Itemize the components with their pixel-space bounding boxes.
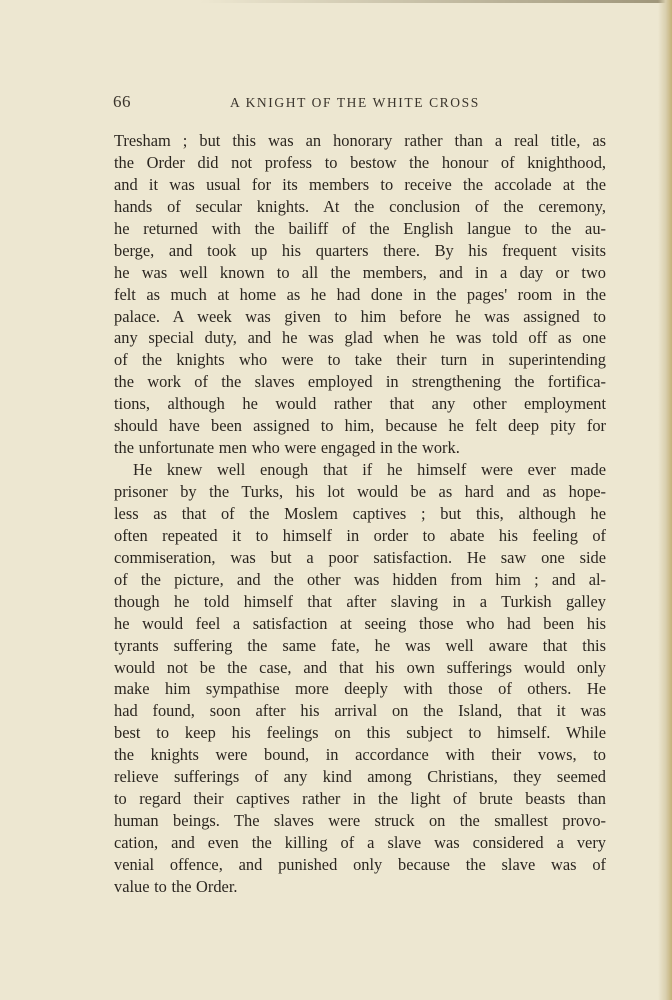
text-line: cation, and even the killing of a slave was considered a very bbox=[114, 833, 606, 852]
text-line: and it was usual for its members to receive the accolade at the bbox=[114, 174, 606, 194]
text-line: Tresham ; but this was an honorary rather than a real title, as bbox=[114, 131, 606, 150]
text-line: any special duty, and he was glad when he was told off as one bbox=[114, 328, 606, 348]
text-line: should have been assigned to him, because he felt deep pity for bbox=[114, 416, 606, 436]
text-line: had found, soon after his arrival on the Island, that it was bbox=[114, 701, 606, 721]
text-line: palace. A week was given to him before he was assigned to bbox=[114, 306, 606, 326]
text-line: of the knights who were to take their turn in superintending bbox=[114, 350, 606, 370]
text-line: the unfortunate men who were engaged in the work. bbox=[114, 438, 460, 458]
paragraph-first-line: He knew well enough that if he himself were ever made bbox=[133, 460, 606, 480]
text-line: he would feel a satisfaction at seeing those who had been his bbox=[114, 613, 606, 633]
text-line: the Order did not profess to bestow the honour of knighthood, bbox=[114, 152, 606, 172]
page-edge-shadow bbox=[658, 0, 672, 1000]
text-line: value to the Order. bbox=[114, 876, 238, 896]
page-number: 66 bbox=[113, 92, 131, 111]
text-line: felt as much at home as he had done in the pages' room in the bbox=[114, 284, 606, 304]
text-line: hands of secular knights. At the conclusion of the ceremony, bbox=[114, 196, 606, 216]
text-line: the work of the slaves employed in strengthening the fortifica- bbox=[114, 372, 606, 392]
text-line: less as that of the Moslem captives ; but this, although he bbox=[114, 503, 606, 523]
text-line: though he told himself that after slaving in a Turkish galley bbox=[114, 591, 606, 611]
running-head: A KNIGHT OF THE WHITE CROSS bbox=[230, 95, 480, 110]
text-line: would not be the case, and that his own sufferings would only bbox=[114, 657, 606, 677]
text-line: prisoner by the Turks, his lot would be as hard and as hope- bbox=[114, 482, 606, 501]
text-line: tions, although he would rather that any other employment bbox=[114, 394, 606, 414]
text-line: tyrants suffering the same fate, he was well aware that this bbox=[114, 635, 606, 655]
text-line: berge, and took up his quarters there. By his frequent visits bbox=[114, 240, 606, 260]
text-line: he returned with the bailiff of the English langue to the au- bbox=[114, 218, 606, 238]
text-line: relieve sufferings of any kind among Christians, they seemed bbox=[114, 767, 606, 787]
text-line: commiseration, was but a poor satisfaction. He saw one side bbox=[114, 547, 606, 567]
text-line: make him sympathise more deeply with those of others. He bbox=[114, 679, 606, 699]
text-line: human beings. The slaves were struck on the smallest provo- bbox=[114, 811, 606, 831]
text-line: venial offence, and punished only because the slave was of bbox=[114, 854, 606, 874]
top-edge-rule bbox=[200, 0, 672, 3]
text-line: to regard their captives rather in the light of brute beasts than bbox=[114, 789, 606, 809]
text-line: best to keep his feelings on this subject to himself. While bbox=[114, 723, 606, 743]
text-line: he was well known to all the members, and in a day or two bbox=[114, 262, 606, 282]
text-line: the knights were bound, in accordance with their vows, to bbox=[114, 745, 606, 765]
text-line: of the picture, and the other was hidden from him ; and al- bbox=[114, 569, 606, 589]
body-text bbox=[114, 130, 606, 898]
text-line: often repeated it to himself in order to abate his feeling of bbox=[114, 525, 606, 545]
